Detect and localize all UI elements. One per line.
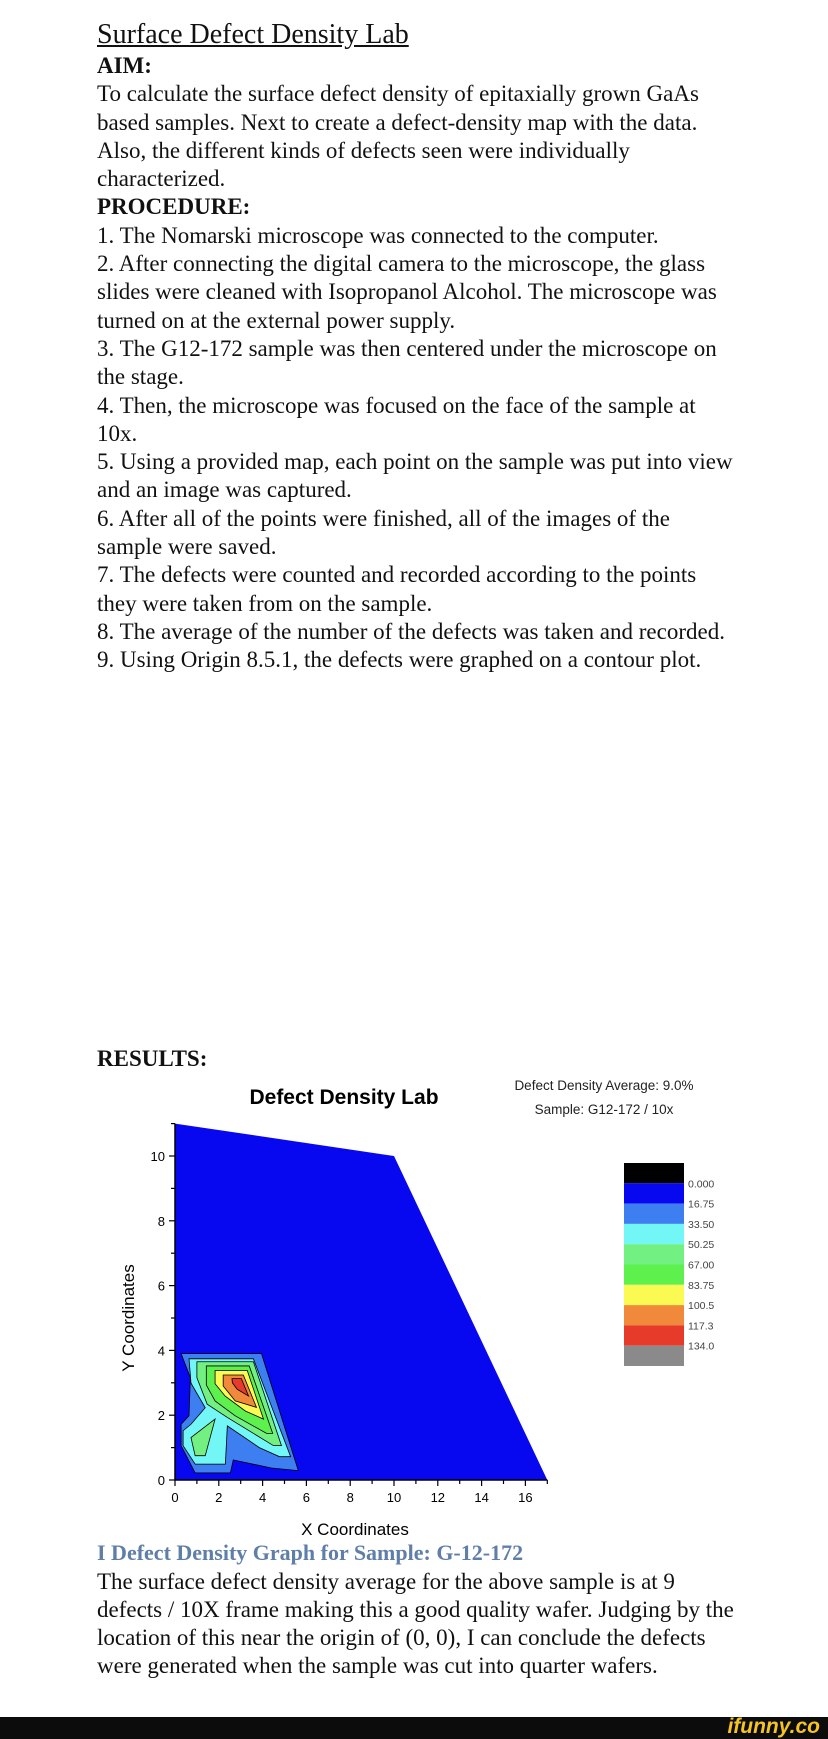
conclusion-text: The surface defect density average for the above sample is at 9 defects / 10X frame making this a good quality wafer. Judging by the location of this near the origin of (0, 0), I can conclude the defects were generated when the sample was cut into quarter wafers.: [97, 1569, 734, 1678]
legend-label: 134.0: [688, 1340, 715, 1353]
procedure-step: 5. Using a provided map, each point on the sample was put into view and an image was captured.: [97, 449, 733, 503]
results-heading: RESULTS:: [97, 1046, 208, 1071]
x-tick-label: 16: [518, 1490, 533, 1505]
procedure-step: 8. The average of the number of the defects was taken and recorded.: [97, 618, 725, 644]
legend-label: 67.00: [688, 1259, 715, 1272]
contour-regions: [175, 1124, 547, 1480]
y-tick-label: 2: [157, 1408, 165, 1424]
x-tick-label: 4: [258, 1490, 267, 1505]
procedure-step: 9. Using Origin 8.5.1, the defects were graphed on a contour plot.: [97, 647, 702, 673]
aim-heading: AIM:: [97, 53, 152, 78]
legend-swatch: [624, 1285, 684, 1305]
x-tick-label: 2: [215, 1490, 223, 1505]
procedure-step: 1. The Nomarski microscope was connected to the computer.: [97, 222, 659, 248]
chart-annotation-sample: Sample: G12-172 / 10x: [534, 1102, 674, 1117]
x-tick-label: 10: [386, 1490, 402, 1505]
figure-caption: I Defect Density Graph for Sample: G-12-172: [97, 1540, 524, 1565]
legend-swatch: [624, 1163, 684, 1183]
y-tick-label: 4: [157, 1343, 165, 1359]
legend-swatch: [624, 1305, 684, 1325]
footer-bar: [0, 1717, 828, 1739]
x-tick-label: 14: [474, 1490, 489, 1505]
legend-label: 117.3: [688, 1320, 714, 1333]
x-tick-label: 0: [171, 1490, 179, 1505]
y-tick-label: 8: [157, 1213, 165, 1229]
legend-swatch: [624, 1325, 684, 1345]
x-axis-label: X Coordinates: [301, 1520, 409, 1539]
legend-swatch: [624, 1265, 684, 1285]
legend-swatch: [624, 1183, 684, 1203]
legend-swatch: [624, 1204, 684, 1224]
y-tick-label: 10: [150, 1149, 165, 1164]
procedure-step: 4. Then, the microscope was focused on the face of the sample at 10x.: [97, 392, 696, 446]
color-legend: [624, 1163, 714, 1366]
page-title: Surface Defect Density Lab: [97, 19, 409, 50]
legend-label: 0.000: [688, 1178, 715, 1191]
procedure-step: 3. The G12-172 sample was then centered under the microscope on the stage.: [97, 335, 717, 390]
procedure-step: 2. After connecting the digital camera to the microscope, the glass slides were cleaned with Isopropanol Alcohol. The microscope was turned on at the external power supply.: [97, 251, 717, 333]
procedure-heading: PROCEDURE:: [97, 194, 251, 220]
procedure-step: 6. After all of the points were finished, all of the images of the sample were saved.: [97, 505, 670, 560]
ifunny-logo[interactable]: ifunny.co: [727, 1715, 820, 1738]
legend-swatch: [624, 1244, 684, 1264]
y-axis-label: Y Coordinates: [119, 1264, 138, 1372]
legend-label: 83.75: [688, 1279, 715, 1292]
legend-swatch: [624, 1224, 684, 1244]
procedure-step: 7. The defects were counted and recorded according to the points they were taken from on the sample.: [97, 562, 697, 616]
x-tick-label: 8: [346, 1490, 354, 1505]
legend-swatch: [624, 1346, 684, 1366]
legend-label: 50.25: [688, 1239, 715, 1252]
legend-label: 33.50: [688, 1218, 715, 1231]
aim-text: To calculate the surface defect density of epitaxially grown GaAs based samples. Next to create a defect-density map with the data. Also, the different kinds of defects seen were individually characterized.: [97, 81, 699, 192]
y-tick-label: 6: [157, 1278, 165, 1294]
x-tick-label: 12: [430, 1490, 446, 1505]
y-tick-label: 0: [157, 1473, 165, 1488]
chart-title: Defect Density Lab: [249, 1086, 439, 1109]
chart-annotation-average: Defect Density Average: 9.0%: [514, 1078, 694, 1093]
legend-label: 100.5: [688, 1300, 715, 1313]
x-tick-label: 6: [302, 1490, 311, 1505]
legend-label: 16.75: [688, 1198, 715, 1211]
